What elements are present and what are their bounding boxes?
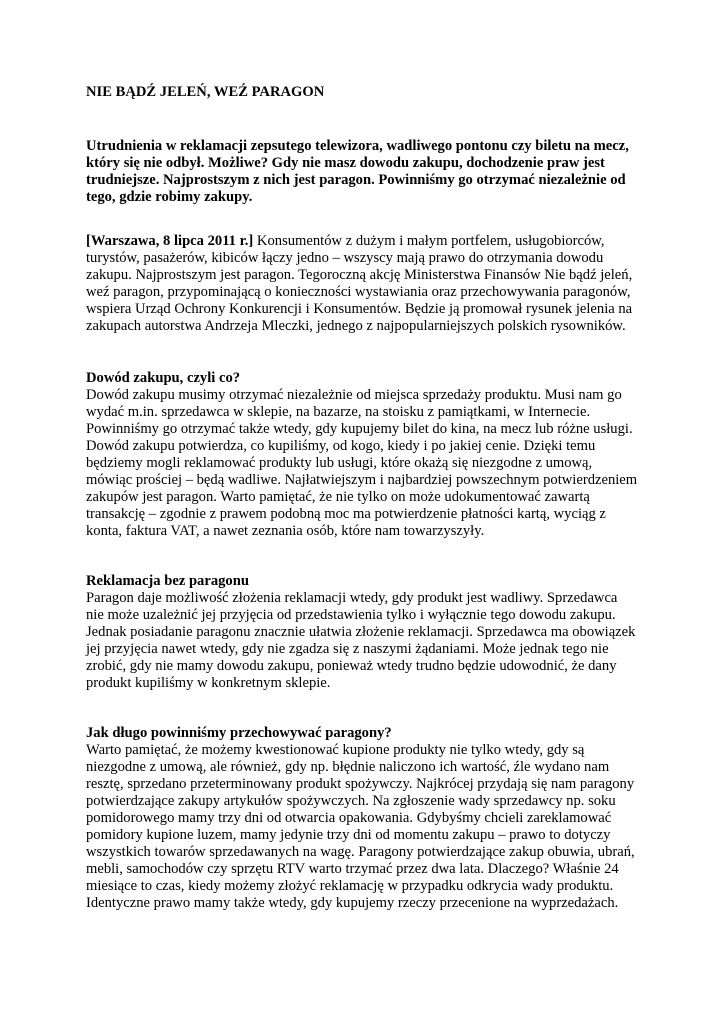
section-dowod-zakupu — [86, 370, 638, 540]
document-title: NIE BĄDŹ JELEŃ, WEŹ PARAGON — [86, 84, 325, 100]
section-reklamacja-bez-paragonu — [86, 573, 638, 692]
lead-paragraph: Utrudnienia w reklamacji zepsutego telewizora, wadliwego pontonu czy biletu na mecz, który się nie odbył. Możliwe? Gdy nie masz dowodu zakupu, dochodzenie praw jest trudniejsze. Najprostszym z nich jest paragon. Powinniśmy go otrzymać niezależnie od tego, gdzie robimy zakupy. — [86, 138, 629, 205]
section-body: Paragon daje możliwość złożenia reklamacji wtedy, gdy produkt jest wadliwy. Sprzedawca nie może uzależnić jej przyjęcia od przedstawienia tylko i wyłącznie tego dowodu zakupu. Jednak posiadanie paragonu znacznie ułatwia złożenie reklamacji. Sprzedawca ma obowiązek jej przyjęcia nawet wtedy, gdy nie zgadza się z naszymi żądaniami. Może jednak tego nie zrobić, gdy nie mamy dowodu zakupu, ponieważ wtedy trudno będzie udowodnić, że dany produkt kupiliśmy w konkretnym sklepie. — [86, 590, 636, 691]
dateline-paragraph — [86, 233, 638, 335]
dateline-label: [Warszawa, 8 lipca 2011 r.] — [86, 233, 254, 249]
section-jak-dlugo-przechowywac — [86, 725, 638, 912]
section-body: Dowód zakupu musimy otrzymać niezależnie od miejsca sprzedaży produktu. Musi nam go wydać m.in. sprzedawca w sklepie, na bazarze, na stoisku z pamiątkami, w Internecie. Powinniśmy go otrzymać także wtedy, gdy kupujemy bilet do kina, na mecz lub różne usługi. Dowód zakupu potwierdza, co kupiliśmy, od kogo, kiedy i po jakiej cenie. Dzięki temu będziemy mogli reklamować produkty lub usługi, które okażą się niezgodne z umową, mówiąc prościej – będą wadliwe. Najłatwiejszym i najbardziej powszechnym potwierdzeniem zakupów jest paragon. Warto pamiętać, że nie tylko on może udokumentować zawartą transakcję – zgodnie z prawem podobną moc ma potwierdzenie płatności kartą, wyciąg z konta, faktura VAT, a nawet zeznania osób, które nam towarzyszyły. — [86, 387, 638, 539]
section-heading: Reklamacja bez paragonu — [86, 573, 249, 589]
section-body: Warto pamiętać, że możemy kwestionować kupione produkty nie tylko wtedy, gdy są niezgodne z umową, ale również, gdy np. błędnie naliczono ich wartość, źle wydano nam resztę, sprzedano przeterminowany produkt spożywczy. Najkrócej przydają się nam paragony potwierdzające zakupy artykułów spożywczych. Na zgłoszenie wady sprzedawcy np. soku pomidorowego mamy trzy dni od otwarcia opakowania. Gdybyśmy chcieli zareklamować pomidory kupione luzem, mamy jedynie trzy dni od momentu zakupu – prawo to dotyczy wszystkich towarów sprzedawanych na wagę. Paragony potwierdzające zakup obuwia, ubrań, mebli, samochodów czy sprzętu RTV warto trzymać przez dwa lata. Dlaczego? Właśnie 24 miesiące to czas, kiedy możemy złożyć reklamację w przypadku odkrycia wady produktu. Identyczne prawo mamy także wtedy, gdy kupujemy rzeczy przecenione na wyprzedażach. — [86, 742, 635, 911]
dateline-text: Konsumentów z dużym i małym portfelem, usługobiorców, turystów, pasażerów, kibiców łączy jedno – wszyscy mają prawo do otrzymania dowodu zakupu. Najprostszym jest paragon. Tegoroczną akcję Ministerstwa Finansów Nie bądź jeleń, weź paragon, przypominającą o konieczności wystawiania oraz przechowywania paragonów, wspiera Urząd Ochrony Konkurencji i Konsumentów. Będzie ją promował rysunek jelenia na zakupach autorstwa Andrzeja Mleczki, jednego z najpopularniejszych polskich rysowników. — [86, 233, 633, 334]
section-heading: Dowód zakupu, czyli co? — [86, 370, 241, 386]
section-heading: Jak długo powinniśmy przechowywać paragony? — [86, 725, 392, 741]
